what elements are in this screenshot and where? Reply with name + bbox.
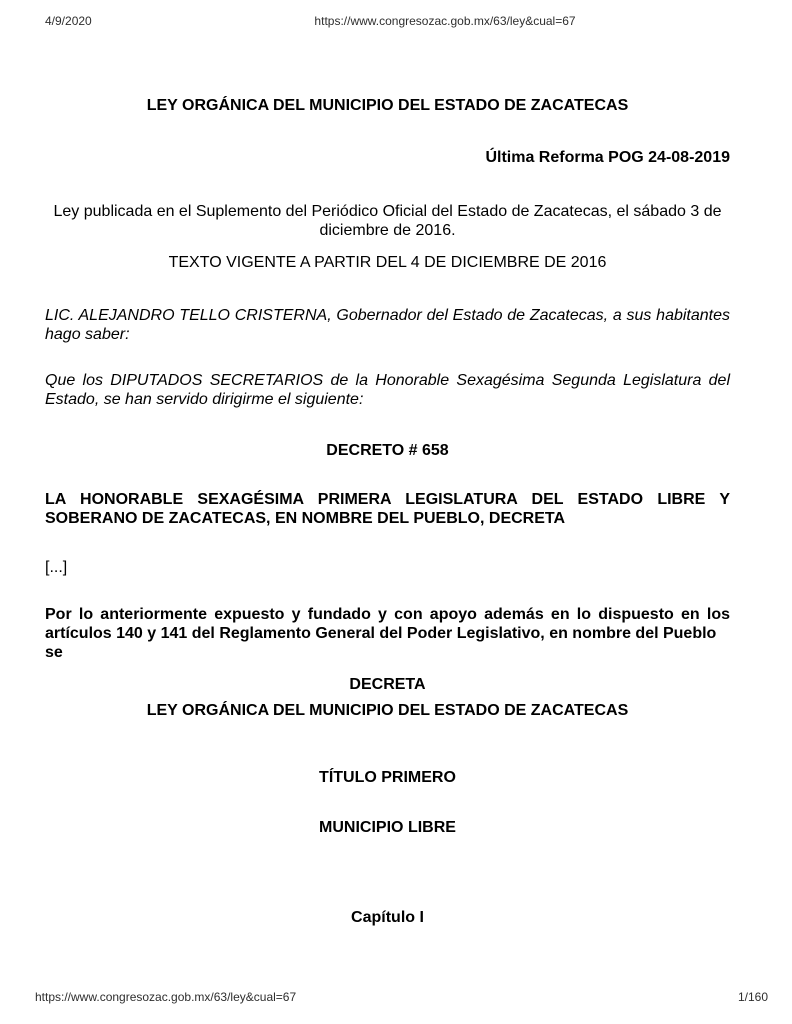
chapter-heading: Capítulo I — [351, 909, 424, 926]
publication-note-line-2: diciembre de 2016. — [319, 222, 456, 239]
effective-date-statement: TEXTO VIGENTE A PARTIR DEL 4 DE DICIEMBRE DE 2016 — [168, 254, 607, 271]
decreta-heading: DECRETA — [349, 676, 426, 693]
legislature-decree-line-2: SOBERANO DE ZACATECAS, EN NOMBRE DEL PUEBLO, DECRETA — [45, 510, 566, 527]
print-footer-page-indicator: 1/160 — [737, 990, 768, 1004]
document-title: LEY ORGÁNICA DEL MUNICIPIO DEL ESTADO DE ZACATECAS — [146, 97, 629, 114]
deputies-intro-line-2: Estado, se han servido dirigirme el siguiente: — [45, 391, 364, 408]
title-primero-heading: TÍTULO PRIMERO — [319, 769, 456, 786]
print-header-date: 4/9/2020 — [45, 14, 92, 28]
deputies-intro-line-1: Que los DIPUTADOS SECRETARIOS de la Honorable Sexagésima Segunda Legislatura del — [45, 372, 730, 389]
municipio-libre-heading: MUNICIPIO LIBRE — [319, 819, 456, 836]
law-name-heading: LEY ORGÁNICA DEL MUNICIPIO DEL ESTADO DE ZACATECAS — [146, 702, 629, 719]
governor-intro-paragraph — [45, 306, 730, 344]
governor-intro-line-2: hago saber: — [45, 326, 130, 343]
last-reform-note: Última Reforma POG 24-08-2019 — [485, 149, 730, 166]
decree-number-heading: DECRETO # 658 — [326, 442, 449, 459]
publication-note-line-1: Ley publicada en el Suplemento del Periódico Oficial del Estado de Zacatecas, el sábado 3 de — [53, 203, 722, 220]
print-footer-url: https://www.congresozac.gob.mx/63/ley&cual=67 — [35, 990, 297, 1004]
legal-basis-line-2: artículos 140 y 141 del Reglamento General del Poder Legislativo, en nombre del Pueblo se — [45, 625, 717, 661]
legislature-decree-paragraph — [45, 490, 730, 528]
legal-basis-paragraph — [45, 605, 730, 662]
print-header-url: https://www.congresozac.gob.mx/63/ley&cual=67 — [314, 14, 576, 28]
legal-basis-line-1: Por lo anteriormente expuesto y fundado y con apoyo además en lo dispuesto en los — [45, 606, 730, 623]
omission-mark: [...] — [45, 559, 68, 576]
publication-note — [45, 202, 730, 240]
legislature-decree-line-1: LA HONORABLE SEXAGÉSIMA PRIMERA LEGISLATURA DEL ESTADO LIBRE Y — [45, 491, 730, 508]
governor-intro-line-1: LIC. ALEJANDRO TELLO CRISTERNA, Gobernador del Estado de Zacatecas, a sus habitantes — [45, 307, 730, 324]
deputies-intro-paragraph — [45, 371, 730, 409]
